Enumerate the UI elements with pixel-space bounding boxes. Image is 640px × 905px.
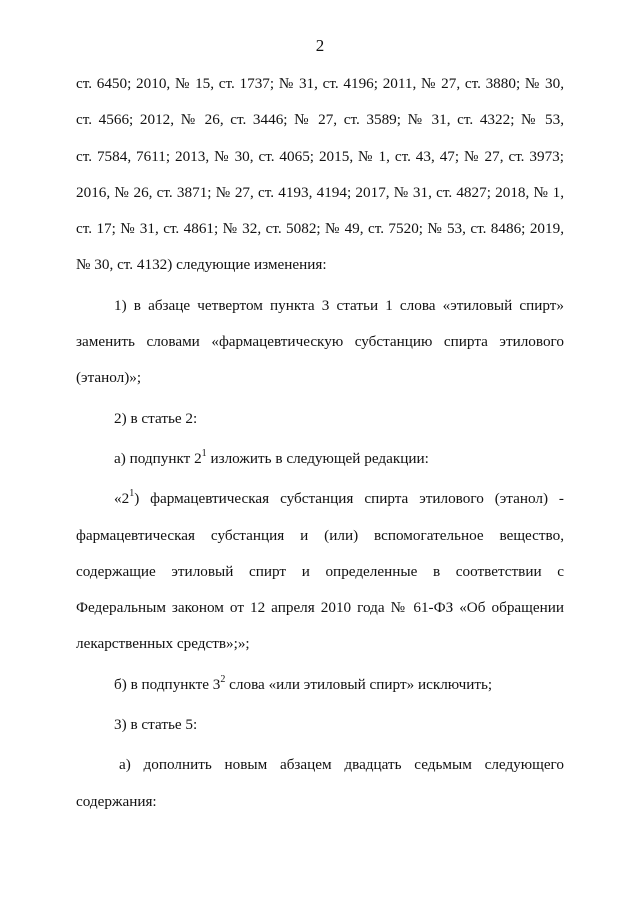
citation-line: ст. 4566; 2012, № 26, ст. 3446; № 27, ст. 3589; № 31, ст. 4322; № 53, — [76, 111, 564, 129]
amendment-item-2a — [76, 441, 564, 477]
definition-quote — [76, 481, 564, 662]
amendment-item-2b — [76, 667, 564, 703]
superscript: 1 — [129, 488, 135, 500]
citation-line: № 30, ст. 4132) следующие изменения: — [76, 256, 327, 274]
document-body — [76, 66, 564, 820]
superscript: 1 — [201, 447, 207, 459]
item-2b-text: б) в подпункте 3 — [114, 675, 221, 693]
citation-line: ст. 7584, 7611; 2013, № 30, ст. 4065; 2015, № 1, ст. 43, 47; № 27, ст. 3973; — [76, 147, 564, 165]
superscript: 2 — [220, 673, 226, 685]
citation-line: ст. 17; № 31, ст. 4861; № 32, ст. 5082; № 49, ст. 7520; № 53, ст. 8486; 2019, — [76, 220, 564, 238]
quote-text: «2 — [114, 490, 130, 508]
quote-text: ) фармацевтическая субстанция спирта этилового (этанол) - фармацевтическая субстанция и (или) вспомогательное вещество, содержащие этиловый спирт и определенные в соответствии с Федеральным законом от 12 апреля 2010 года № 61-ФЗ «Об обращении лекарственных средств»;»; — [76, 490, 564, 653]
item-2a-text: а) подпункт 2 — [114, 449, 202, 467]
item-2b-text: слова «или этиловый спирт» исключить; — [225, 675, 493, 693]
page-number: 2 — [315, 36, 325, 55]
item-2a-text: изложить в следующей редакции: — [206, 449, 429, 467]
citation-line: ст. 6450; 2010, № 15, ст. 1737; № 31, ст. 4196; 2011, № 27, ст. 3880; № 30, — [76, 75, 564, 92]
amendment-item-3: 3) в статье 5: — [114, 716, 198, 734]
amendment-item-1: 1) в абзаце четвертом пункта 3 статьи 1 слова «этиловый спирт» заменить словами «фармацевтическую субстанцию спирта этилового (этанол)»; — [76, 296, 564, 387]
citation-line: 2016, № 26, ст. 3871; № 27, ст. 4193, 4194; 2017, № 31, ст. 4827; 2018, № 1, — [76, 183, 564, 201]
amendment-item-3a: а) дополнить новым абзацем двадцать седьмым следующего содержания: — [76, 756, 564, 810]
amendment-item-2: 2) в статье 2: — [114, 409, 198, 427]
